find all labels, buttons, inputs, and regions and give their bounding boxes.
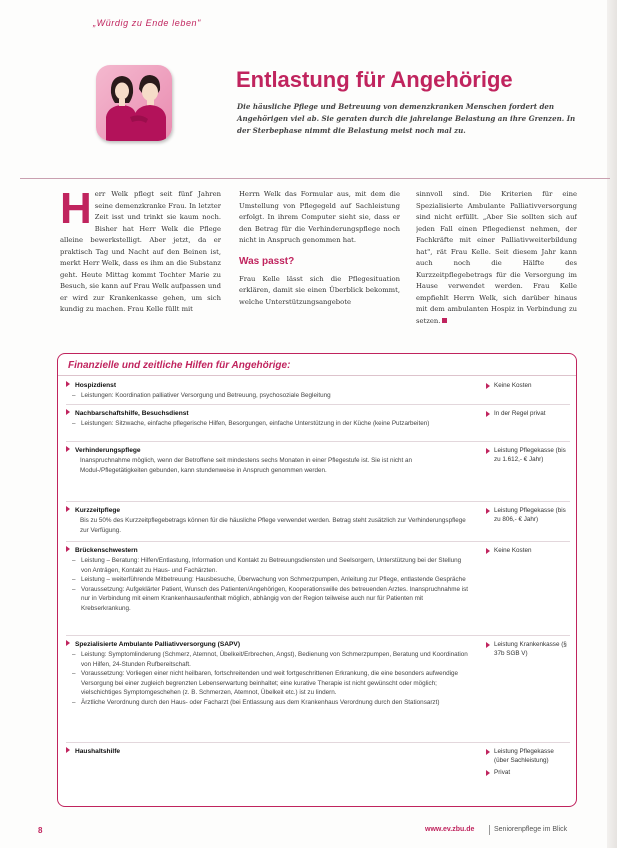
list-item bbox=[66, 506, 570, 542]
entry-line: Bis zu 50% des Kurzzeitpflegebetrags können für die häusliche Pflege verwendet werden. Betrag steht zusätzlich zur Verhinderungspflege zur Verfügung. bbox=[80, 517, 466, 534]
article-column-3 bbox=[416, 189, 577, 349]
entry-line: – Voraussetzung: Aufgeklärter Patient, Wunsch des Patienten/Angehörigen, Kooperationswille des betreuenden Arztes. Inanspruchnahme ist nur in Verbindung mit einem Krankenhausaufenthalt möglich, abhängig von der Region teilweise auch nur für Patienten mit Krebserkrankung. bbox=[72, 585, 472, 614]
page-title: Entlastung für Angehörige bbox=[236, 67, 513, 92]
entry-cost: Keine Kosten bbox=[494, 382, 532, 389]
subheading: Was passt? bbox=[239, 255, 295, 267]
arrow-right-icon bbox=[66, 381, 70, 387]
entry-title: Hospizdienst bbox=[75, 382, 117, 389]
entry-cost: Leistung Pflegekasse (über Sachleistung) bbox=[494, 748, 554, 764]
entry-line: – Leistung – weiterführende Mitbetreuung: Hausbesuche, Überwachung von Schmerzpumpen, Anleitung zur Pflege, entlastende Gespräche bbox=[72, 575, 472, 585]
entry-cost: Leistung Pflegekasse (bis zu 1.612,- € Jahr) bbox=[494, 447, 566, 463]
entry-line: – Leistung: Symptomlinderung (Schmerz, Atemnot, Übelkeit/Erbrechen, Angst), Bedienung von Schmerzpumpen, Beratung und Koordination von Hilfen, 24-Stunden Rufbereitschaft. bbox=[72, 650, 472, 669]
entry-title: Kurzzeitpflege bbox=[75, 507, 121, 514]
entry-cost: Privat bbox=[494, 769, 511, 776]
arrow-right-icon bbox=[486, 548, 490, 554]
list-item bbox=[66, 747, 570, 787]
arrow-right-icon bbox=[66, 409, 70, 415]
scan-edge bbox=[607, 0, 617, 848]
arrow-right-icon bbox=[66, 506, 70, 512]
arrow-right-icon bbox=[66, 640, 70, 646]
divider bbox=[20, 178, 610, 179]
arrow-right-icon bbox=[486, 749, 490, 755]
arrow-right-icon bbox=[486, 448, 490, 454]
entry-line: Inanspruchnahme möglich, wenn der Betroffene seit mindestens sechs Monaten in einer Pflegestufe ist. Sie ist nicht an Modul-/Pflegetätigkeiten gebunden, kann stundenweise in Anspruch genommen werden. bbox=[80, 457, 413, 474]
arrow-right-icon bbox=[486, 770, 490, 776]
arrow-right-icon bbox=[66, 546, 70, 552]
article-column-2 bbox=[239, 189, 400, 349]
arrow-right-icon bbox=[486, 411, 490, 417]
column-text: Herrn Welk das Formular aus, mit dem die Umstellung von Pflegegeld auf Sachleistung erfolgt. In ihrem Computer sieht sie, dass er den Betrag für die Verhinderungspflege noch nicht in Anspruch genommen hat. bbox=[239, 190, 400, 244]
info-box-header bbox=[58, 354, 576, 376]
entry-cost: Keine Kosten bbox=[494, 547, 532, 554]
entry-line: – Leistungen: Sitzwache, einfache pflegerische Hilfen, Besorgungen, einfache Unterstützung in der Küche (keine Putzarbeiten) bbox=[72, 419, 472, 429]
entry-line: – Voraussetzung: Vorliegen einer nicht heilbaren, fortschreitenden und weit fortgeschrittenen Erkrankung, die eine besonders aufwendige Versorgung bei einer zugleich begrenzten Lebenserwartung beinhaltet; eine kurative Therapie ist nicht gewünscht oder möglich; vielschichtiges Symptomgeschehen (z. B. Schmerzen, Atemnot, Übelkeit etc.) ist zu lindern. bbox=[72, 669, 472, 698]
entry-title: Nachbarschaftshilfe, Besuchsdienst bbox=[75, 410, 189, 417]
list-item bbox=[66, 381, 570, 405]
entry-cost: In der Regel privat bbox=[494, 410, 546, 417]
drop-cap: H bbox=[60, 189, 92, 233]
footer-separator bbox=[489, 825, 490, 835]
entry-line: – Leistung – Beratung: Hilfen/Entlastung, Information und Kontakt zu Betreuungsdiensten und Seelsorgern, Unterstützung bei der Stellung von Anträgen, Kontakt zu Haus- und Fachärzten. bbox=[72, 556, 472, 575]
info-box bbox=[57, 353, 577, 807]
entry-cost: Leistung Pflegekasse (bis zu 806,- € Jahr) bbox=[494, 507, 566, 523]
page-number: 8 bbox=[38, 826, 43, 835]
article-column-1 bbox=[60, 189, 221, 349]
list-item bbox=[66, 446, 570, 502]
arrow-right-icon bbox=[486, 508, 490, 514]
two-people-icon bbox=[96, 65, 172, 141]
info-box-title: Finanzielle und zeitliche Hilfen für Angehörige: bbox=[68, 360, 291, 371]
section-tag: „Würdig zu Ende leben" bbox=[93, 18, 201, 28]
article-lead: Die häusliche Pflege und Betreuung von demenzkranken Menschen fordert den Angehörigen viel ab. Sie geraten durch die jahrelange Belastung an ihre Grenzen. In der Sterbephase nimmt die Belastung meist noch mal zu. bbox=[237, 102, 576, 135]
list-item bbox=[66, 409, 570, 442]
entry-title: Verhinderungspflege bbox=[75, 447, 141, 454]
article-body bbox=[60, 189, 580, 349]
magazine-name: Seniorenpflege im Blick bbox=[494, 826, 568, 833]
column-text: err Welk pflegt seit fünf Jahren seine demenzkranke Frau. In letzter Zeit isst und trinkt sie kaum noch. Bisher hat Herr Welk die Pflege alleine bewerkstelligt. Aber jetzt, da er praktisch Tag und Nacht auf den Beinen ist, merkt Herr Welk, dass es ihm an die Substanz geht. Heute Mittag kommt Tochter Marie zu Besuch, sie kann auf Frau Welk aufpassen und er wird zur Krankenkasse gehen, um sich kundig zu machen. Frau Kelle füllt mit bbox=[60, 190, 221, 313]
entry-title: Haushaltshilfe bbox=[75, 748, 121, 755]
column-text: Frau Kelle lässt sich die Pflegesituation erklären, damit sie einen Überblick bekommt, welche Unterstützungsangebote bbox=[239, 274, 400, 306]
entry-line: – Leistungen: Koordination palliativer Versorgung und Betreuung, psychosoziale Begleitung bbox=[72, 391, 472, 401]
arrow-right-icon bbox=[66, 747, 70, 753]
arrow-right-icon bbox=[486, 642, 490, 648]
entry-title: Spezialisierte Ambulante Palliativversorgung (SAPV) bbox=[75, 641, 241, 648]
end-mark-icon bbox=[442, 318, 447, 323]
entry-title: Brückenschwestern bbox=[75, 547, 138, 554]
arrow-right-icon bbox=[66, 446, 70, 452]
list-item bbox=[66, 640, 570, 743]
entry-cost: Leistung Krankenkasse (§ 37b SGB V) bbox=[494, 641, 567, 657]
column-text: sinnvoll sind. Die Kriterien für eine Spezialisierte Ambulante Palliativversorgung sind nicht erfüllt. „Aber Sie sollten sich auf jeden Fall einen Pflegedienst nehmen, der Fachkräfte mit einer Palliativweiterbildung hat", rät Frau Kelle. Seit diesem Jahr kann auch noch die Hälfte des Kurzzeitpflegebetrags für die Versorgung im Hause verwendet werden. Frau Kelle empfiehlt Herrn Welk, sich darüber hinaus mit dem ambulanten Hospiz in Verbindung zu setzen. bbox=[416, 190, 577, 325]
entry-line: – Ärztliche Verordnung durch den Haus- oder Facharzt (bei Entlassung aus dem Krankenhaus Verordnung durch den Stationsarzt) bbox=[72, 698, 472, 708]
arrow-right-icon bbox=[486, 383, 490, 389]
footer-url: www.ev.zbu.de bbox=[425, 826, 475, 833]
list-item bbox=[66, 546, 570, 636]
